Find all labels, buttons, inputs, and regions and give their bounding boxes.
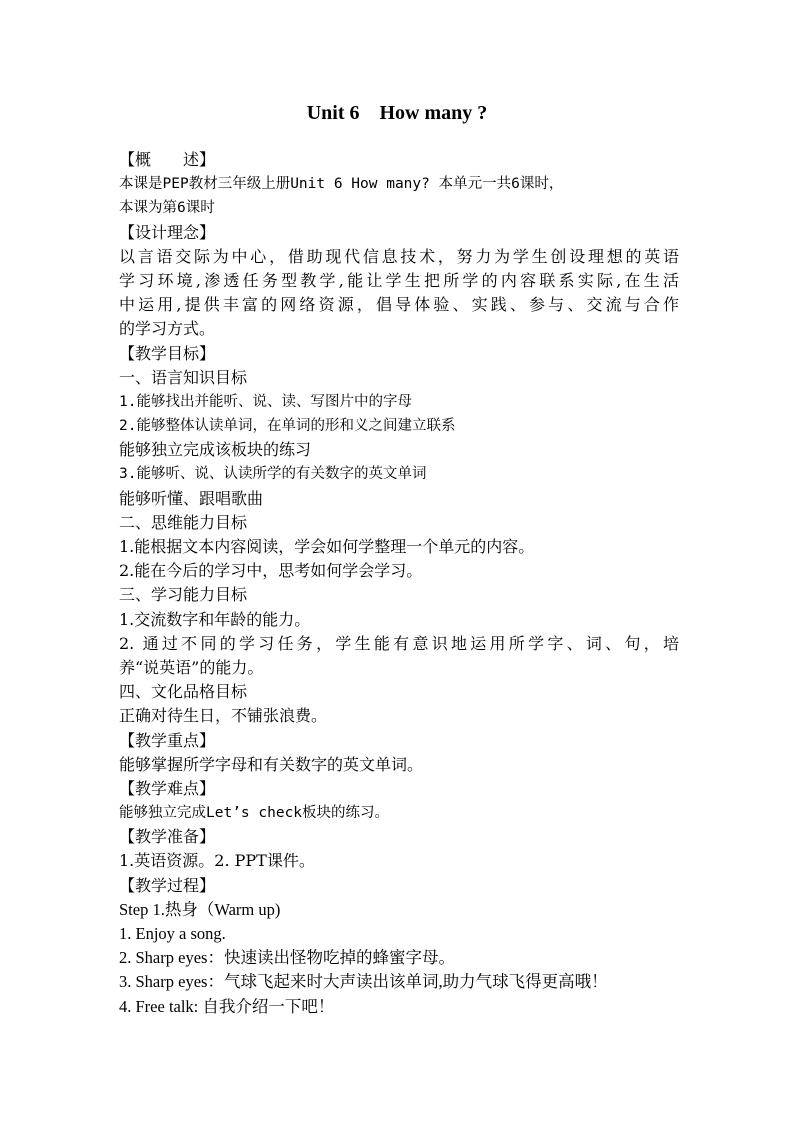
key-points-text: 能够掌握所学字母和有关数字的英文单词。 (119, 754, 424, 774)
section-heading-design-concept: 【设计理念】 (119, 222, 216, 242)
goal-item: 2.能够整体认读单词，在单词的形和义之间建立联系 (119, 418, 456, 435)
step-item: 2. Sharp eyes：快速读出怪物吃掉的蜂蜜字母。 (119, 948, 455, 968)
section-heading-teaching-goals: 【教学目标】 (119, 343, 216, 363)
section-heading-preparation: 【教学准备】 (119, 827, 216, 847)
goal-item: 1.能够找出并能听、说、读、写图片中的字母 (119, 393, 412, 410)
goal-item: 能够听懂、跟唱歌曲 (119, 488, 264, 508)
overview-text: 本课为第6课时 (119, 200, 215, 217)
goal-item: 1.能根据文本内容阅读，学会如何学整理一个单元的内容。 (119, 537, 535, 556)
step-item: 3. Sharp eyes：气球飞起来时大声读出该单词,助力气球飞得更高哦！ (119, 972, 608, 992)
overview-text: 本课是PEP教材三年级上册Unit 6 How many? 本单元一共6课时， (119, 176, 564, 193)
preparation-text: 1.英语资源。2. PPT课件。 (119, 851, 315, 871)
document-title: Unit 6 How many ? (306, 102, 488, 124)
design-concept-text: 以言语交际为中心，借助现代信息技术，努力为学生创设理想的英语 (119, 246, 679, 266)
goal-item: 能够独立完成该板块的练习 (119, 440, 312, 460)
document-body (119, 148, 679, 1019)
subheading-learning-ability: 三、学习能力目标 (119, 585, 248, 605)
goal-item: 3.能够听、说、认读所学的有关数字的英文单词 (119, 466, 427, 483)
step-item: 1. Enjoy a song. (119, 924, 226, 943)
goal-item: 养“说英语”的能力。 (119, 657, 264, 677)
subheading-thinking-ability: 二、思维能力目标 (119, 512, 248, 532)
section-heading-teaching-process: 【教学过程】 (119, 875, 216, 895)
difficult-points-text: 能够独立完成Let’s check板块的练习。 (119, 805, 390, 822)
step-item: 4. Free talk: 自我介绍一下吧！ (119, 996, 335, 1016)
section-heading-key-points: 【教学重点】 (119, 730, 216, 750)
section-heading-difficult-points: 【教学难点】 (119, 778, 216, 798)
goal-item: 2. 通过不同的学习任务，学生能有意识地运用所学字、词、句，培 (119, 633, 679, 653)
subheading-cultural-character: 四、文化品格目标 (119, 682, 248, 702)
step-heading: Step 1.热身（Warm up) (119, 899, 281, 919)
section-heading-overview: 【概 述】 (119, 150, 216, 169)
goal-item: 2.能在今后的学习中，思考如何学会学习。 (119, 561, 423, 581)
design-concept-text: 学习环境,渗透任务型教学,能让学生把所学的内容联系实际,在生活 (119, 270, 679, 290)
design-concept-text: 的学习方式。 (119, 319, 216, 339)
goal-item: 1.交流数字和年龄的能力。 (119, 609, 311, 629)
goal-item: 正确对待生日，不铺张浪费。 (119, 706, 328, 726)
subheading-language-knowledge: 一、语言知识目标 (119, 367, 248, 387)
design-concept-text: 中运用,提供丰富的网络资源，倡导体验、实践、参与、交流与合作 (119, 295, 679, 315)
